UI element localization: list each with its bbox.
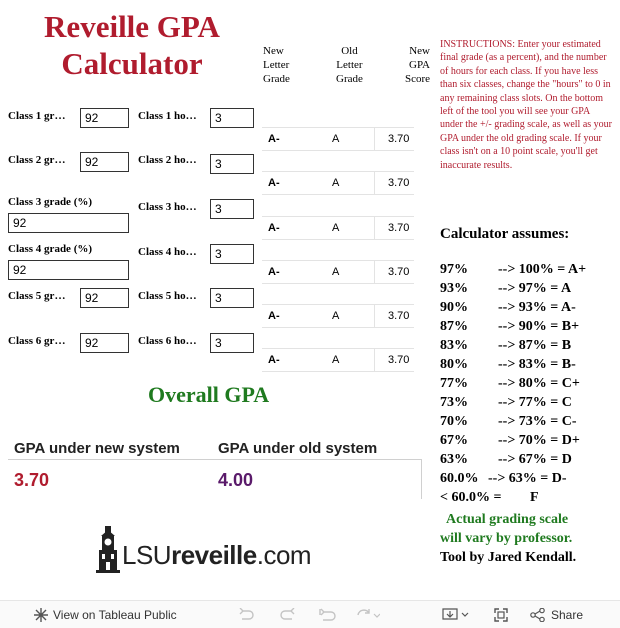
class-3-old-letter: A [332,222,340,234]
redo-icon [280,608,296,622]
scale-row: 87% --> 90% = B+ [440,319,580,334]
tool-credit: Tool by Jared Kendall. [440,550,577,565]
revert-button[interactable] [318,608,336,622]
class-6-grade-input[interactable]: 92 [80,333,129,353]
class-6-old-letter: A [332,354,340,366]
app-title [14,8,250,82]
scale-row: 93% --> 97% = A [440,281,572,296]
class-5-new-letter: A- [268,310,280,322]
class-1-old-letter: A [332,133,340,145]
refresh-icon [356,608,380,622]
tableau-logo-icon [34,608,48,622]
column-header-new-gpa: New GPA Score [404,45,430,85]
view-on-tableau-button[interactable] [34,608,177,622]
column-header-new-letter: New Letter Grade [263,45,290,85]
gpa-new-system-label: GPA under new system [14,440,180,457]
class-4-grade-label: Class 4 grade (%) [8,243,93,255]
scale-row: 60.0% --> 63% = D- [440,471,567,486]
class-2-new-letter: A- [268,177,280,189]
refresh-button[interactable] [356,608,380,622]
title-line-1: Reveille GPA [44,9,220,44]
lsureveille-logo[interactable] [96,526,356,576]
class-6-row [0,333,262,373]
class-6-hours-label: Class 6 ho… [138,335,197,347]
scale-row: 73% --> 77% = C [440,395,572,410]
class-2-grade-label: Class 2 gr… [8,154,66,166]
class-3-grade-label: Class 3 grade (%) [8,196,93,208]
class-3-hours-label: Class 3 ho… [138,201,197,213]
gpa-divider-vertical [421,459,422,499]
gpa-divider [8,459,422,460]
class-1-grade-label: Class 1 gr… [8,110,66,122]
logo-wordmark: LSUreveille.com [122,540,312,570]
scale-row: 90% --> 93% = A- [440,300,576,315]
class-2-grade-input[interactable]: 92 [80,152,129,172]
class-3-grade-input[interactable]: 92 [8,213,129,233]
class-2-hours-label: Class 2 ho… [138,154,197,166]
class-6-gpa-score: 3.70 [388,354,410,366]
revert-icon [318,608,336,622]
fullscreen-icon [494,608,508,622]
class-3-row [0,196,262,236]
class-2-result-row [262,171,414,195]
class-1-grade-input[interactable]: 92 [80,108,129,128]
note-line-2: will vary by professor. [440,531,573,546]
instructions-text: INSTRUCTIONS: Enter your estimated final grade (as a percent), and the number of hours for each class. If you have less than six classes, change the "hours" to 0 in any remaining class slots. On the bottom left of the tool you will see your GPA under the +/- grading scale, as well as your GPA under the old grading scale. If your class isn't on a 10 point scale, you'll get inaccurate results. [440,39,612,171]
assumes-heading: Calculator assumes: [440,226,570,242]
class-3-result-row [262,216,414,240]
class-4-row [0,243,262,283]
class-5-row [0,288,262,328]
class-6-grade-label: Class 6 gr… [8,335,66,347]
class-4-hours-label: Class 4 ho… [138,246,197,258]
class-1-hours-label: Class 1 ho… [138,110,197,122]
class-2-hours-input[interactable]: 3 [210,154,254,174]
class-6-hours-input[interactable]: 3 [210,333,254,353]
share-icon [530,608,546,622]
scale-row: 67% --> 70% = D+ [440,433,580,448]
class-2-row [0,152,262,192]
share-button[interactable] [530,608,583,622]
grading-scale [440,262,618,509]
class-4-hours-input[interactable]: 3 [210,244,254,264]
view-on-tableau-label: View on Tableau Public [53,608,177,622]
grading-note [440,510,616,567]
class-6-new-letter: A- [268,354,280,366]
class-5-grade-input[interactable]: 92 [80,288,129,308]
class-5-result-row [262,304,414,328]
gpa-new-system-value: 3.70 [14,470,50,490]
class-4-new-letter: A- [268,266,280,278]
scale-row: 97% --> 100% = A+ [440,262,587,277]
gpa-old-system-label: GPA under old system [218,440,378,457]
class-2-gpa-score: 3.70 [388,177,410,189]
class-1-gpa-score: 3.70 [388,133,410,145]
class-5-hours-label: Class 5 ho… [138,290,197,302]
class-4-result-row [262,260,414,284]
class-5-old-letter: A [332,310,340,322]
download-button[interactable] [442,608,470,622]
tableau-toolbar [0,600,620,628]
class-2-old-letter: A [332,177,340,189]
undo-icon [238,608,254,622]
class-1-row [0,108,262,148]
class-5-grade-label: Class 5 gr… [8,290,66,302]
scale-row: 63% --> 67% = D [440,452,572,467]
scale-row: 77% --> 80% = C+ [440,376,580,391]
class-1-new-letter: A- [268,133,280,145]
class-6-result-row [262,348,414,372]
scale-row: 83% --> 87% = B [440,338,572,353]
undo-button[interactable] [238,608,254,622]
class-5-hours-input[interactable]: 3 [210,288,254,308]
class-3-hours-input[interactable]: 3 [210,199,254,219]
clock-tower-icon [96,526,120,574]
gpa-old-system-value: 4.00 [218,470,254,490]
overall-gpa-heading: Overall GPA [148,382,270,407]
fullscreen-button[interactable] [494,608,508,622]
download-icon [442,608,470,622]
class-4-old-letter: A [332,266,340,278]
class-4-gpa-score: 3.70 [388,266,410,278]
scale-row: 70% --> 73% = C- [440,414,577,429]
scale-row: 80% --> 83% = B- [440,357,576,372]
class-4-grade-input[interactable]: 92 [8,260,129,280]
note-line-1: Actual grading scale [446,512,569,527]
class-3-new-letter: A- [268,222,280,234]
scale-row: < 60.0% = F [440,490,539,505]
class-3-gpa-score: 3.70 [388,222,410,234]
title-line-2: Calculator [61,46,203,81]
class-1-hours-input[interactable]: 3 [210,108,254,128]
redo-button[interactable] [280,608,296,622]
share-label: Share [551,608,584,622]
class-5-gpa-score: 3.70 [388,310,410,322]
class-1-result-row [262,127,414,151]
column-header-old-letter: Old Letter Grade [336,45,363,85]
